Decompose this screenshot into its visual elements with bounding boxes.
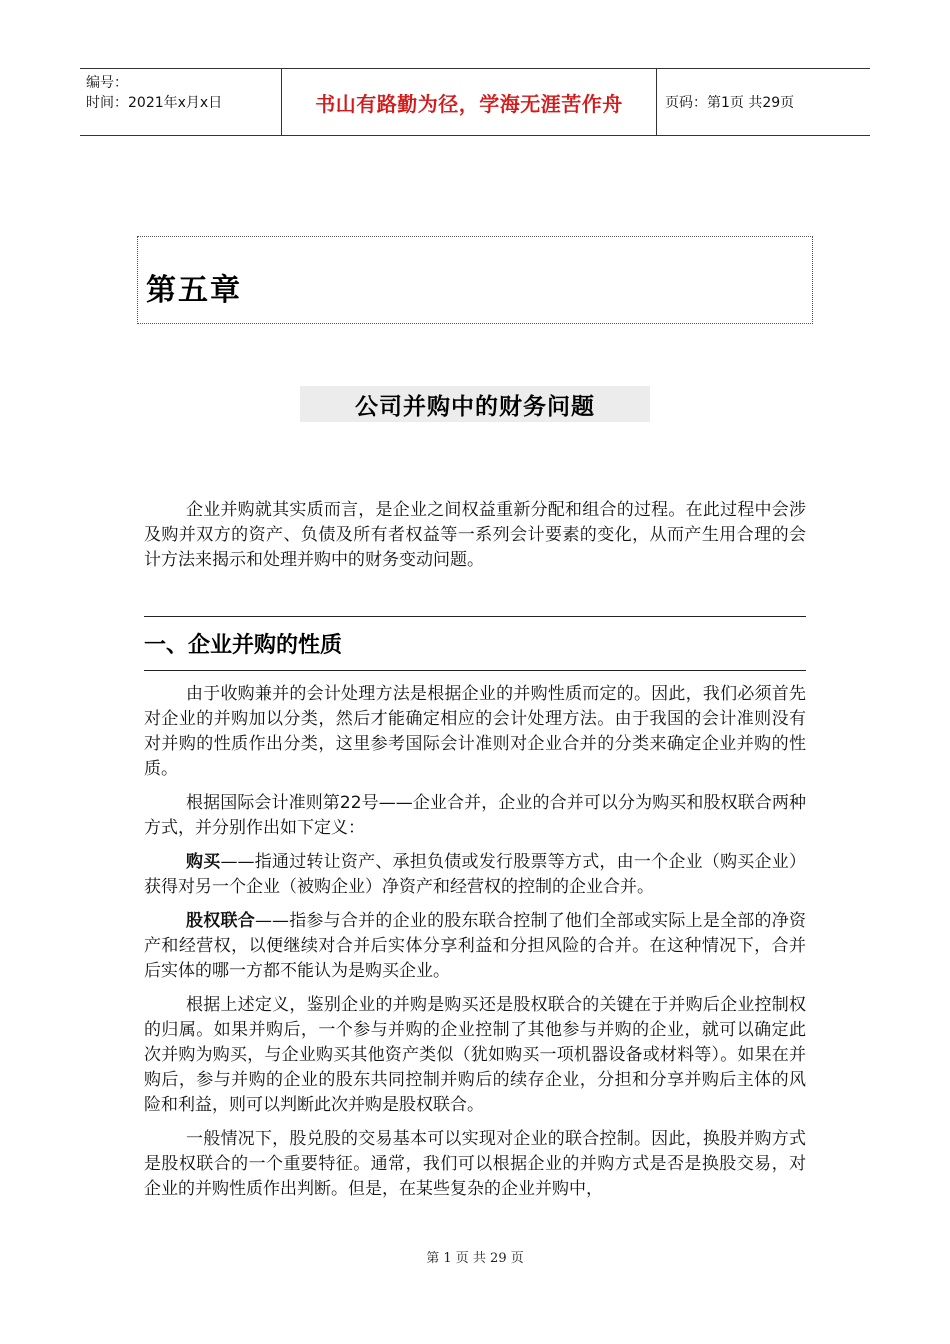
body-paragraph-5: 根据上述定义，鉴别企业的并购是购买还是股权联合的关键在于并购后企业控制权的归属。如果并购后，一个参与并购的企业控制了其他参与并购的企业，就可以确定此次并购为购买，与企业购买其他资产类似（犹如购买一项机器设备或材料等）。如果在并购后，参与并购的企业的股东共同控制并购后的续存企业，分担和分享并购后主体的风险和利益，则可以判断此次并购是股权联合。 xyxy=(144,995,806,1115)
time-label: 时间：2021年x月x日 xyxy=(86,95,223,111)
document-header xyxy=(80,68,870,136)
header-meta xyxy=(80,69,281,135)
section-body xyxy=(144,682,806,1202)
header-page-info: 页码：第1页 共29页 xyxy=(665,95,795,111)
header-motto: 书山有路勤为径，学海无涯苦作舟 xyxy=(281,69,657,135)
section-divider-top xyxy=(144,616,806,617)
definition-pooling xyxy=(144,909,806,984)
page-footer: 第 1 页 共 29 页 xyxy=(426,1251,524,1266)
definition-purchase-text: ——指通过转让资产、承担负债或发行股票等方式，由一个企业（购买企业）获得对另一个企业（被购企业）净资产和经营权的控制的企业合并。 xyxy=(144,852,807,897)
document-subtitle: 公司并购中的财务问题 xyxy=(300,386,650,422)
definition-pooling-text: ——指参与合并的企业的股东联合控制了他们全部或实际上是全部的净资产和经营权，以便继续对合并后实体分享利益和分担风险的合并。在这种情况下，合并后实体的哪一方都不能认为是购买企业。 xyxy=(144,911,807,981)
definition-purchase xyxy=(144,850,806,900)
intro-paragraph: 企业并购就其实质而言，是企业之间权益重新分配和组合的过程。在此过程中会涉及购并双方的资产、负债及所有者权益等一系列会计要素的变化，从而产生用合理的会计方法来揭示和处理并购中的财务变动问题。 xyxy=(144,500,806,570)
number-label: 编号： xyxy=(86,75,128,91)
body-paragraph-6: 一般情况下，股兑股的交易基本可以实现对企业的联合控制。因此，换股并购方式是股权联合的一个重要特征。通常，我们可以根据企业的并购方式是否是换股交易，对企业的并购性质作出判断。但是，在某些复杂的企业并购中， xyxy=(144,1129,806,1199)
term-pooling: 股权联合 xyxy=(186,911,255,931)
chapter-box xyxy=(137,236,813,324)
chapter-title: 第五章 xyxy=(146,273,242,308)
body-paragraph-2: 根据国际会计准则第22号——企业合并，企业的合并可以分为购买和股权联合两种方式，并分别作出如下定义： xyxy=(144,793,806,838)
body-paragraph-1: 由于收购兼并的会计处理方法是根据企业的并购性质而定的。因此，我们必须首先对企业的并购加以分类，然后才能确定相应的会计处理方法。由于我国的会计准则没有对并购的性质作出分类，这里参考国际会计准则对企业合并的分类来确定企业并购的性质。 xyxy=(144,684,806,779)
intro-section xyxy=(144,498,806,573)
section-divider-bottom xyxy=(144,670,806,671)
section-heading: 一、企业并购的性质 xyxy=(144,633,343,658)
term-purchase: 购买 xyxy=(186,852,221,872)
